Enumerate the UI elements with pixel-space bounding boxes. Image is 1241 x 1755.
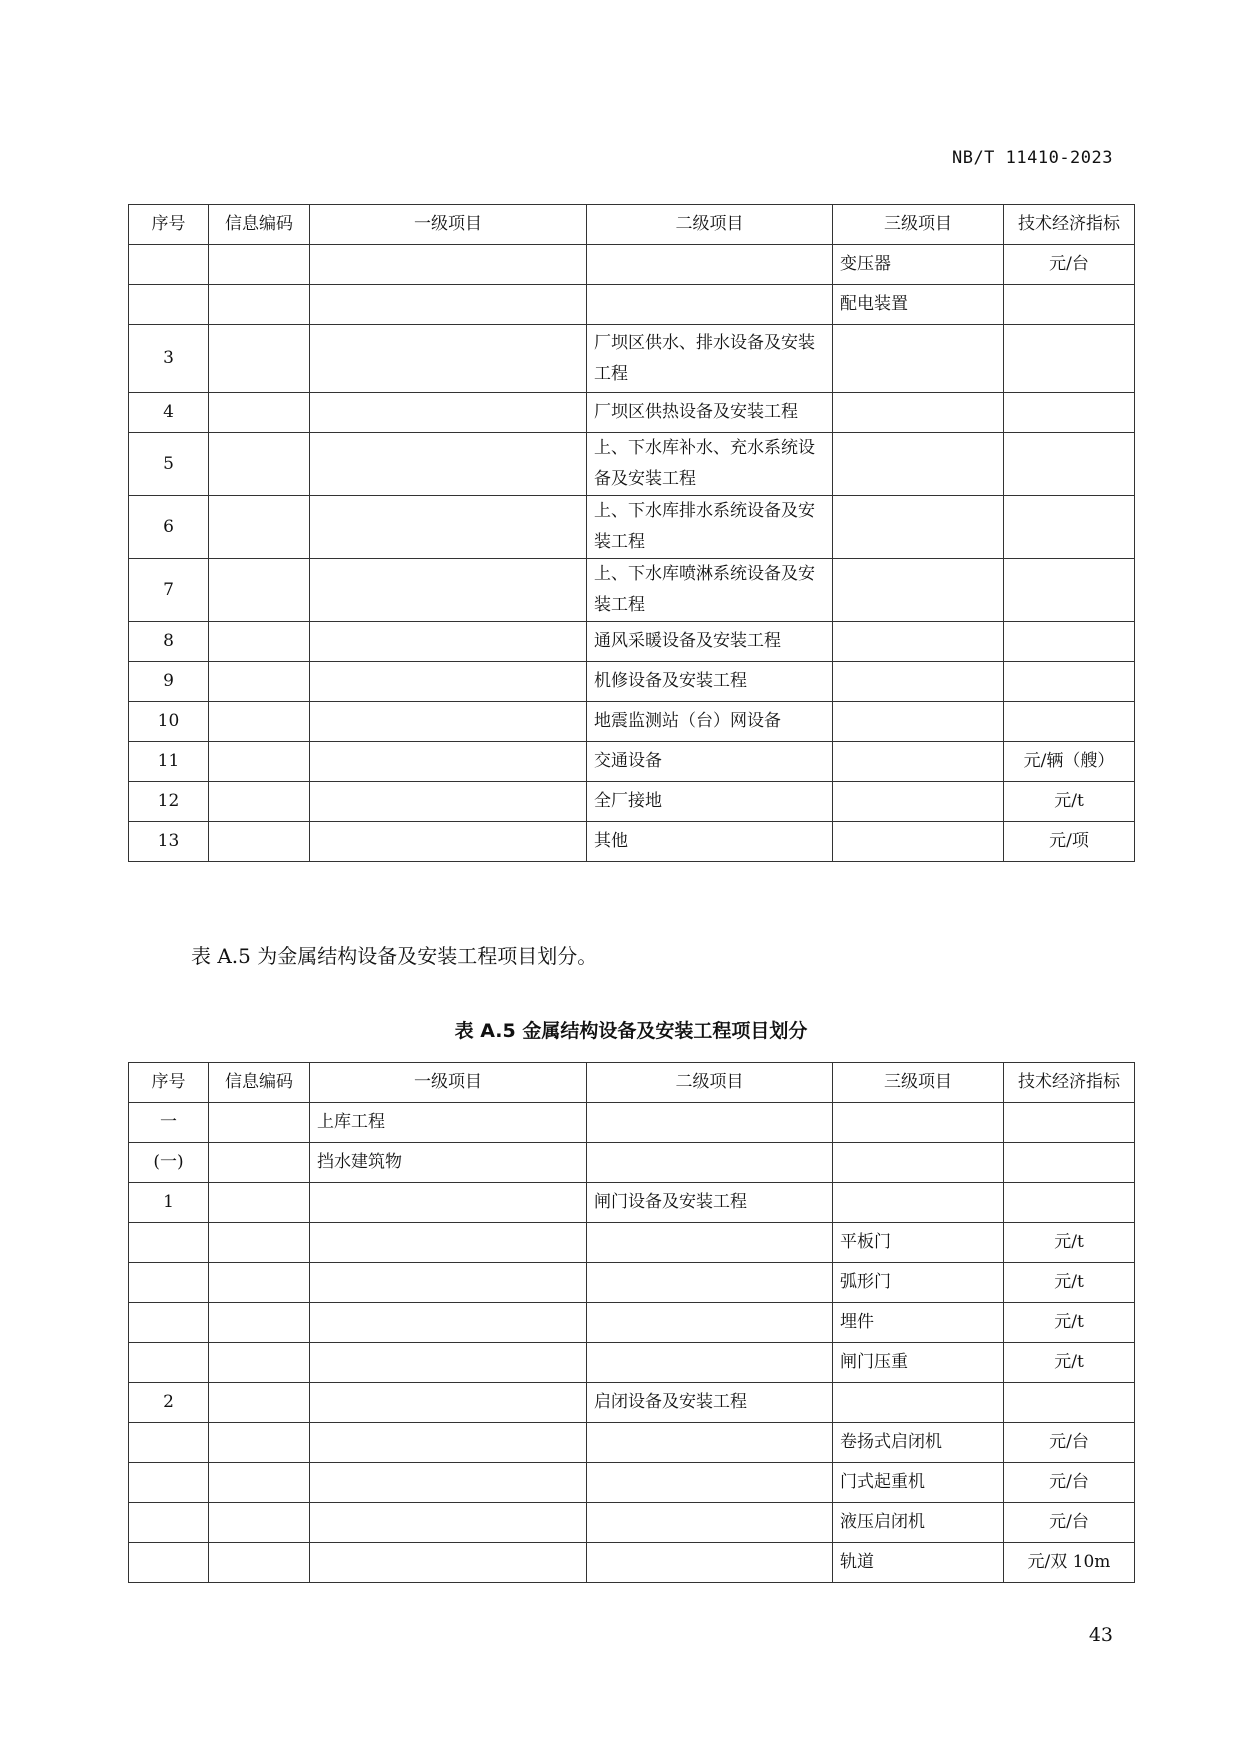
cell-level3 bbox=[833, 1143, 1004, 1183]
cell-level1 bbox=[310, 325, 587, 393]
cell-indicator: 元/t bbox=[1004, 1223, 1135, 1263]
cell-level2 bbox=[587, 245, 833, 285]
cell-level2: 启闭设备及安装工程 bbox=[587, 1383, 833, 1423]
cell-indicator bbox=[1004, 559, 1135, 622]
metal-structure-table bbox=[128, 1062, 1135, 1583]
table-row bbox=[129, 1303, 1135, 1343]
cell-seq bbox=[129, 1543, 209, 1583]
cell-level3 bbox=[833, 496, 1004, 559]
cell-level2 bbox=[587, 1463, 833, 1503]
cell-code bbox=[209, 1263, 310, 1303]
table-row bbox=[129, 662, 1135, 702]
cell-level1 bbox=[310, 559, 587, 622]
project-division-table-continued bbox=[128, 204, 1135, 862]
cell-level3 bbox=[833, 1183, 1004, 1223]
cell-code bbox=[209, 1543, 310, 1583]
cell-code bbox=[209, 245, 310, 285]
table-row bbox=[129, 1383, 1135, 1423]
cell-seq: 9 bbox=[129, 662, 209, 702]
col-level1-header: 一级项目 bbox=[310, 1063, 587, 1103]
cell-level1 bbox=[310, 285, 587, 325]
cell-level3: 轨道 bbox=[833, 1543, 1004, 1583]
cell-level3 bbox=[833, 325, 1004, 393]
table-row bbox=[129, 702, 1135, 742]
cell-level2 bbox=[587, 1143, 833, 1183]
cell-code bbox=[209, 662, 310, 702]
cell-code bbox=[209, 1383, 310, 1423]
table-row bbox=[129, 1263, 1135, 1303]
cell-level3 bbox=[833, 433, 1004, 496]
cell-code bbox=[209, 702, 310, 742]
cell-indicator bbox=[1004, 1383, 1135, 1423]
cell-level3: 埋件 bbox=[833, 1303, 1004, 1343]
cell-indicator bbox=[1004, 433, 1135, 496]
cell-seq: 7 bbox=[129, 559, 209, 622]
cell-level3: 液压启闭机 bbox=[833, 1503, 1004, 1543]
cell-level2 bbox=[587, 1343, 833, 1383]
table-row bbox=[129, 1103, 1135, 1143]
cell-level3: 门式起重机 bbox=[833, 1463, 1004, 1503]
cell-level2: 闸门设备及安装工程 bbox=[587, 1183, 833, 1223]
cell-level1 bbox=[310, 622, 587, 662]
intro-text: 表 A.5 为金属结构设备及安装工程项目划分。 bbox=[191, 944, 598, 968]
table-row bbox=[129, 393, 1135, 433]
cell-indicator bbox=[1004, 1143, 1135, 1183]
cell-seq bbox=[129, 1303, 209, 1343]
table-row bbox=[129, 1343, 1135, 1383]
cell-level2: 上、下水库排水系统设备及安装工程 bbox=[587, 496, 833, 559]
table-row bbox=[129, 496, 1135, 559]
table-row bbox=[129, 1463, 1135, 1503]
cell-seq bbox=[129, 1423, 209, 1463]
cell-level1 bbox=[310, 1423, 587, 1463]
cell-code bbox=[209, 622, 310, 662]
cell-code bbox=[209, 1223, 310, 1263]
cell-level1 bbox=[310, 742, 587, 782]
cell-level3 bbox=[833, 662, 1004, 702]
cell-level2: 其他 bbox=[587, 822, 833, 862]
cell-indicator bbox=[1004, 622, 1135, 662]
table-row bbox=[129, 1143, 1135, 1183]
cell-level3: 卷扬式启闭机 bbox=[833, 1423, 1004, 1463]
cell-seq: 1 bbox=[129, 1183, 209, 1223]
col-level3-header: 三级项目 bbox=[833, 1063, 1004, 1103]
table-row bbox=[129, 285, 1135, 325]
cell-seq bbox=[129, 1463, 209, 1503]
cell-seq: 2 bbox=[129, 1383, 209, 1423]
cell-code bbox=[209, 1303, 310, 1343]
cell-level1: 上库工程 bbox=[310, 1103, 587, 1143]
cell-level1 bbox=[310, 822, 587, 862]
table-row bbox=[129, 782, 1135, 822]
cell-indicator bbox=[1004, 496, 1135, 559]
cell-level1 bbox=[310, 433, 587, 496]
cell-seq bbox=[129, 1263, 209, 1303]
cell-level1 bbox=[310, 1303, 587, 1343]
cell-level2 bbox=[587, 1223, 833, 1263]
cell-level3 bbox=[833, 559, 1004, 622]
cell-level1 bbox=[310, 702, 587, 742]
col-code-header: 信息编码 bbox=[209, 205, 310, 245]
cell-level1 bbox=[310, 1343, 587, 1383]
cell-seq bbox=[129, 1343, 209, 1383]
cell-level1 bbox=[310, 1503, 587, 1543]
table-row bbox=[129, 622, 1135, 662]
cell-seq: 8 bbox=[129, 622, 209, 662]
table-row bbox=[129, 245, 1135, 285]
cell-level2: 厂坝区供水、排水设备及安装工程 bbox=[587, 325, 833, 393]
cell-indicator bbox=[1004, 285, 1135, 325]
cell-level2 bbox=[587, 1543, 833, 1583]
cell-level2: 通风采暖设备及安装工程 bbox=[587, 622, 833, 662]
cell-level2: 厂坝区供热设备及安装工程 bbox=[587, 393, 833, 433]
cell-seq: 一 bbox=[129, 1103, 209, 1143]
header-row bbox=[129, 205, 1135, 245]
cell-code bbox=[209, 325, 310, 393]
cell-code bbox=[209, 1503, 310, 1543]
cell-indicator bbox=[1004, 325, 1135, 393]
cell-level1 bbox=[310, 1383, 587, 1423]
cell-indicator: 元/t bbox=[1004, 1343, 1135, 1383]
cell-level2 bbox=[587, 1503, 833, 1543]
cell-indicator bbox=[1004, 393, 1135, 433]
cell-indicator: 元/t bbox=[1004, 782, 1135, 822]
cell-level1 bbox=[310, 1263, 587, 1303]
cell-level2: 机修设备及安装工程 bbox=[587, 662, 833, 702]
col-level3-header: 三级项目 bbox=[833, 205, 1004, 245]
cell-level2 bbox=[587, 1303, 833, 1343]
cell-indicator: 元/台 bbox=[1004, 245, 1135, 285]
cell-level3: 闸门压重 bbox=[833, 1343, 1004, 1383]
cell-level1 bbox=[310, 1463, 587, 1503]
cell-level1 bbox=[310, 662, 587, 702]
cell-level2 bbox=[587, 1263, 833, 1303]
cell-code bbox=[209, 559, 310, 622]
cell-level1 bbox=[310, 1543, 587, 1583]
table-row bbox=[129, 1503, 1135, 1543]
col-indicator-header: 技术经济指标 bbox=[1004, 205, 1135, 245]
cell-level1 bbox=[310, 1183, 587, 1223]
cell-seq: 5 bbox=[129, 433, 209, 496]
cell-seq: (一) bbox=[129, 1143, 209, 1183]
table-row bbox=[129, 325, 1135, 393]
cell-level2: 上、下水库补水、充水系统设备及安装工程 bbox=[587, 433, 833, 496]
cell-level3 bbox=[833, 1383, 1004, 1423]
table-row bbox=[129, 433, 1135, 496]
cell-level2: 全厂接地 bbox=[587, 782, 833, 822]
cell-seq: 4 bbox=[129, 393, 209, 433]
cell-level2 bbox=[587, 285, 833, 325]
cell-code bbox=[209, 1143, 310, 1183]
cell-level3: 弧形门 bbox=[833, 1263, 1004, 1303]
cell-indicator: 元/台 bbox=[1004, 1423, 1135, 1463]
col-seq-header: 序号 bbox=[129, 1063, 209, 1103]
cell-level1 bbox=[310, 496, 587, 559]
cell-indicator: 元/辆（艘） bbox=[1004, 742, 1135, 782]
cell-level2: 地震监测站（台）网设备 bbox=[587, 702, 833, 742]
col-level2-header: 二级项目 bbox=[587, 1063, 833, 1103]
table-row bbox=[129, 1423, 1135, 1463]
cell-code bbox=[209, 1463, 310, 1503]
cell-level2 bbox=[587, 1423, 833, 1463]
table-row bbox=[129, 559, 1135, 622]
table-row bbox=[129, 822, 1135, 862]
cell-level3: 配电装置 bbox=[833, 285, 1004, 325]
col-seq-header: 序号 bbox=[129, 205, 209, 245]
cell-indicator: 元/台 bbox=[1004, 1503, 1135, 1543]
cell-code bbox=[209, 1103, 310, 1143]
cell-code bbox=[209, 1343, 310, 1383]
col-code-header: 信息编码 bbox=[209, 1063, 310, 1103]
cell-indicator: 元/台 bbox=[1004, 1463, 1135, 1503]
table-row bbox=[129, 1543, 1135, 1583]
cell-indicator bbox=[1004, 1183, 1135, 1223]
cell-seq bbox=[129, 245, 209, 285]
table-body bbox=[129, 1103, 1135, 1583]
table-row bbox=[129, 742, 1135, 782]
header-row bbox=[129, 1063, 1135, 1103]
cell-level3 bbox=[833, 742, 1004, 782]
cell-indicator: 元/t bbox=[1004, 1303, 1135, 1343]
cell-seq: 11 bbox=[129, 742, 209, 782]
cell-indicator bbox=[1004, 1103, 1135, 1143]
cell-level3 bbox=[833, 822, 1004, 862]
cell-code bbox=[209, 742, 310, 782]
cell-level3 bbox=[833, 393, 1004, 433]
standard-code: NB/T 11410-2023 bbox=[951, 148, 1113, 168]
cell-seq bbox=[129, 1503, 209, 1543]
cell-level1 bbox=[310, 782, 587, 822]
cell-seq: 10 bbox=[129, 702, 209, 742]
col-indicator-header: 技术经济指标 bbox=[1004, 1063, 1135, 1103]
col-level1-header: 一级项目 bbox=[310, 205, 587, 245]
cell-level3 bbox=[833, 702, 1004, 742]
cell-level3 bbox=[833, 622, 1004, 662]
cell-code bbox=[209, 1423, 310, 1463]
cell-indicator: 元/项 bbox=[1004, 822, 1135, 862]
cell-level1 bbox=[310, 1223, 587, 1263]
cell-level2: 上、下水库喷淋系统设备及安装工程 bbox=[587, 559, 833, 622]
cell-level1 bbox=[310, 245, 587, 285]
cell-level3: 平板门 bbox=[833, 1223, 1004, 1263]
cell-level3: 变压器 bbox=[833, 245, 1004, 285]
cell-seq: 13 bbox=[129, 822, 209, 862]
cell-indicator: 元/双 10m bbox=[1004, 1543, 1135, 1583]
cell-seq: 3 bbox=[129, 325, 209, 393]
cell-level1 bbox=[310, 393, 587, 433]
cell-level2: 交通设备 bbox=[587, 742, 833, 782]
cell-seq: 12 bbox=[129, 782, 209, 822]
col-level2-header: 二级项目 bbox=[587, 205, 833, 245]
page-number: 43 bbox=[1088, 1624, 1113, 1646]
cell-code bbox=[209, 1183, 310, 1223]
table-row bbox=[129, 1223, 1135, 1263]
cell-level3 bbox=[833, 1103, 1004, 1143]
cell-indicator bbox=[1004, 662, 1135, 702]
cell-code bbox=[209, 393, 310, 433]
cell-code bbox=[209, 285, 310, 325]
cell-seq: 6 bbox=[129, 496, 209, 559]
table-row bbox=[129, 1183, 1135, 1223]
cell-seq bbox=[129, 285, 209, 325]
cell-level3 bbox=[833, 782, 1004, 822]
cell-indicator bbox=[1004, 702, 1135, 742]
cell-seq bbox=[129, 1223, 209, 1263]
cell-code bbox=[209, 496, 310, 559]
cell-level1: 挡水建筑物 bbox=[310, 1143, 587, 1183]
cell-level2 bbox=[587, 1103, 833, 1143]
cell-indicator: 元/t bbox=[1004, 1263, 1135, 1303]
table-caption: 表 A.5 金属结构设备及安装工程项目划分 bbox=[454, 1020, 808, 1042]
cell-code bbox=[209, 822, 310, 862]
cell-code bbox=[209, 433, 310, 496]
cell-code bbox=[209, 782, 310, 822]
table-body bbox=[129, 245, 1135, 862]
